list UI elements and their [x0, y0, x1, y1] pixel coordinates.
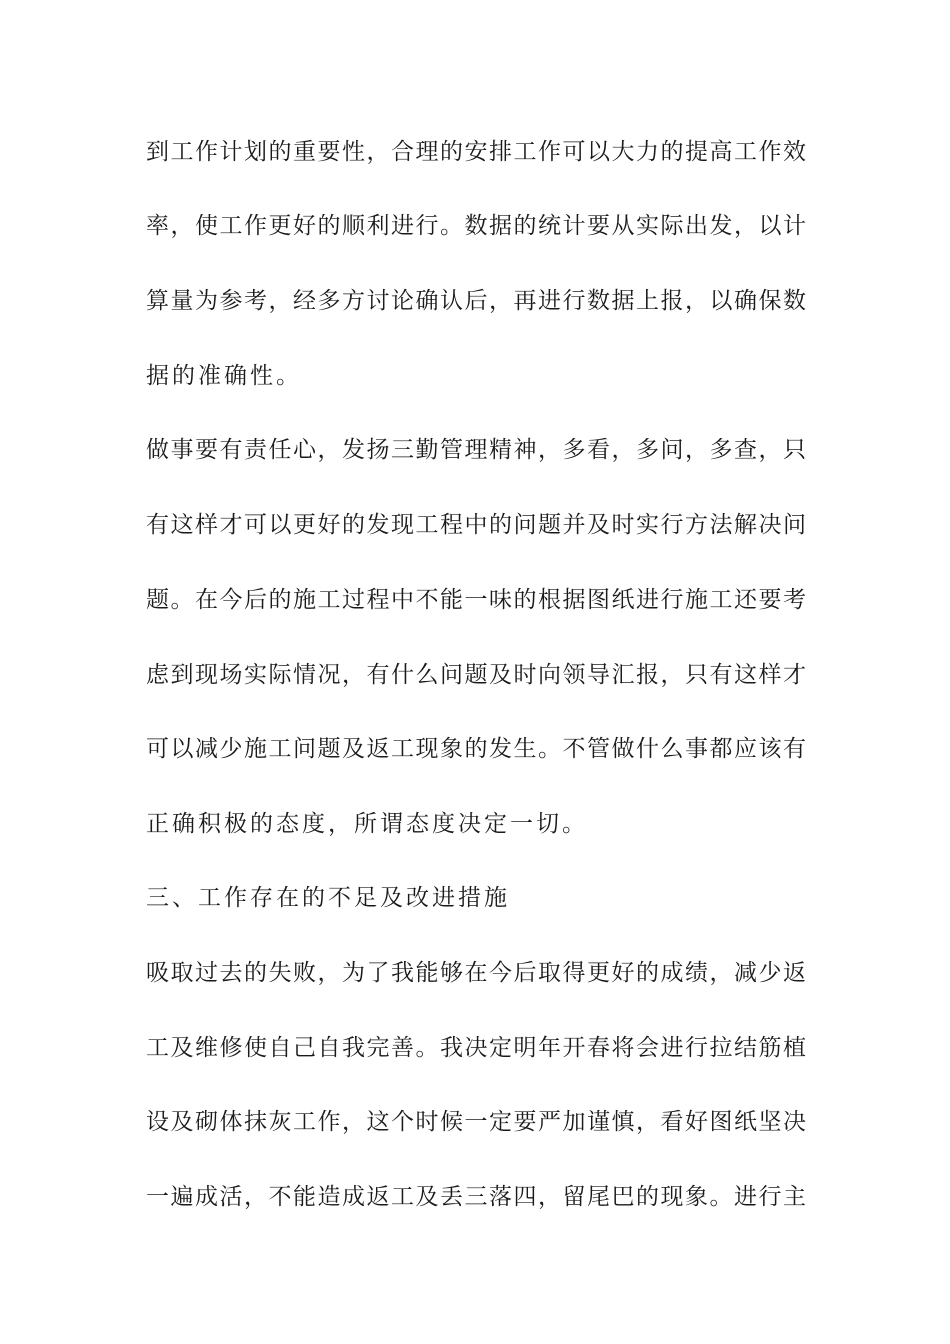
section-heading: 三、工作存在的不足及改进措施 — [146, 885, 510, 911]
text-line: 正确积极的态度，所谓态度决定一切。 — [146, 811, 588, 837]
text-line: 一遍成活，不能造成返工及丢三落四，留尾巴的现象。进行主 — [146, 1184, 806, 1210]
text-line: 吸取过去的失败，为了我能够在今后取得更好的成绩，减少返 — [146, 960, 806, 986]
text-line: 可以减少施工问题及返工现象的发生。不管做什么事都应该有 — [146, 736, 806, 762]
text-line: 做事要有责任心，发扬三勤管理精神，多看，多问，多查，只 — [146, 437, 806, 463]
text-line: 到工作计划的重要性，合理的安排工作可以大力的提高工作效 — [146, 139, 806, 165]
text-line: 工及维修使自己自我完善。我决定明年开春将会进行拉结筋植 — [146, 1035, 806, 1061]
text-line: 有这样才可以更好的发现工程中的问题并及时实行方法解决问 — [146, 512, 806, 538]
text-line: 题。在今后的施工过程中不能一味的根据图纸进行施工还要考 — [146, 587, 806, 613]
text-line: 虑到现场实际情况，有什么问题及时向领导汇报，只有这样才 — [146, 662, 806, 688]
text-line: 算量为参考，经多方讨论确认后，再进行数据上报，以确保数 — [146, 288, 806, 314]
text-line: 设及砌体抹灰工作，这个时候一定要严加谨慎，看好图纸坚决 — [146, 1109, 806, 1135]
text-line: 率，使工作更好的顺利进行。数据的统计要从实际出发，以计 — [146, 213, 806, 239]
text-line: 据的准确性。 — [146, 363, 302, 389]
